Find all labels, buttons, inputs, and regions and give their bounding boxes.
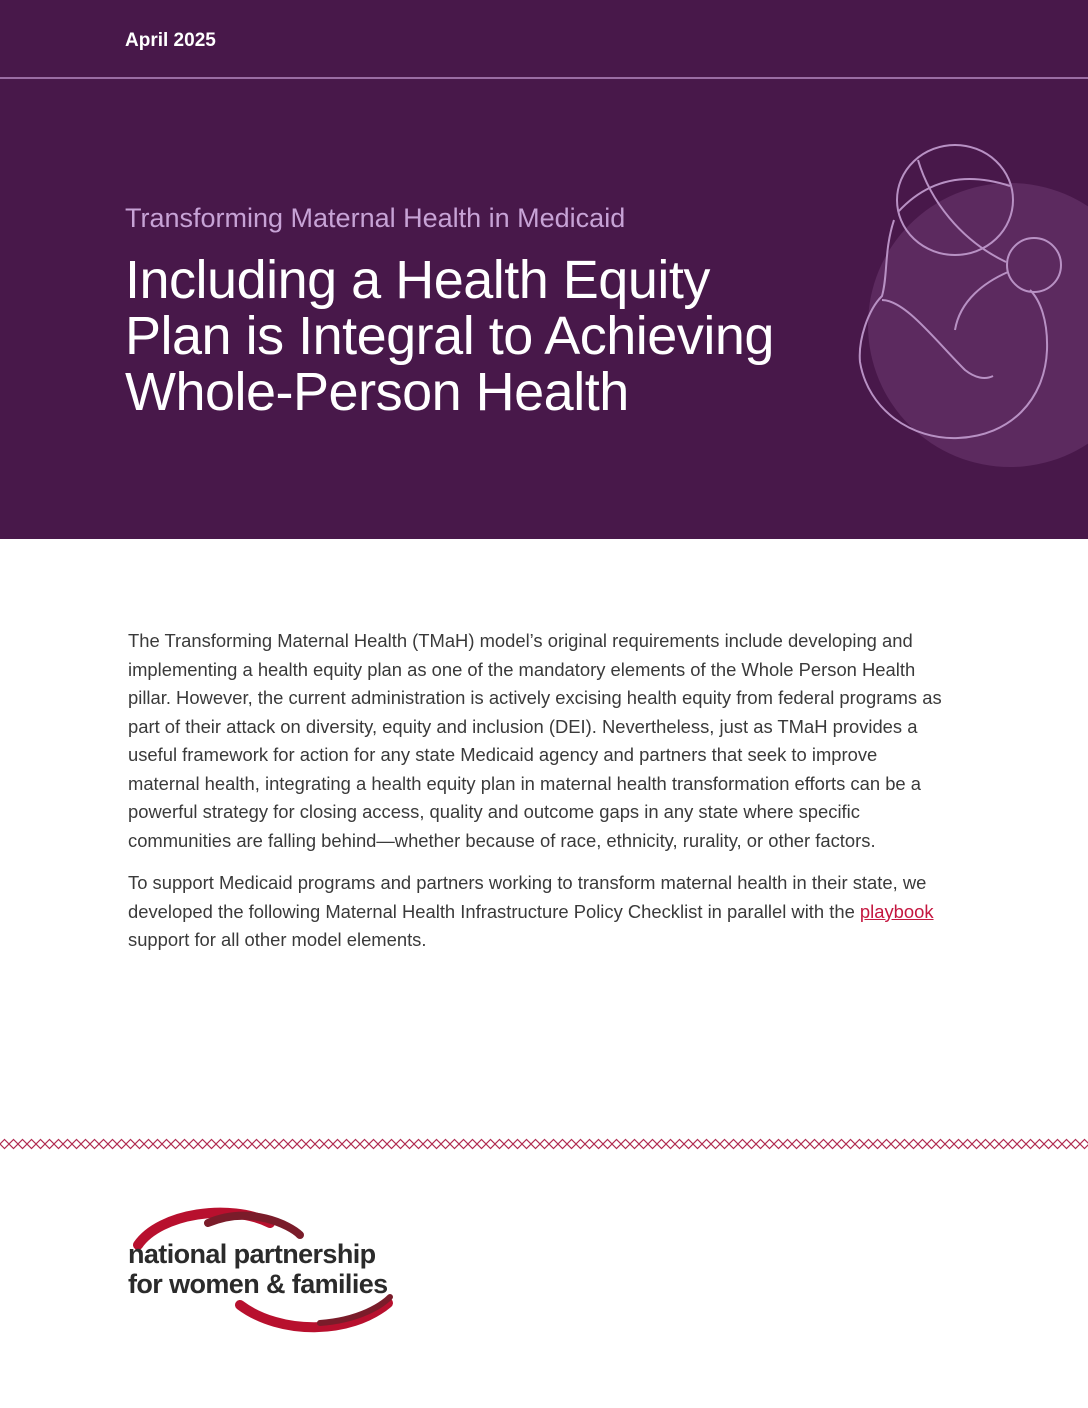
title-line-3: Whole-Person Health (125, 362, 629, 422)
page-title (125, 252, 885, 420)
mother-and-baby-icon (840, 130, 1088, 480)
intro-text (128, 627, 948, 969)
zigzag-divider (0, 1137, 1088, 1151)
paragraph-2 (128, 869, 948, 955)
hero-banner (0, 0, 1088, 539)
header-divider (0, 77, 1088, 79)
logo-line-1: national partnership (128, 1239, 376, 1269)
publication-date: April 2025 (125, 30, 216, 51)
paragraph-1: The Transforming Maternal Health (TMaH) model’s original requirements include developing and implementing a health equity plan as one of the mandatory elements of the Whole Person Health pillar. However, the current administration is actively excising health equity from federal programs as part of their attack on diversity, equity and inclusion (DEI). Nevertheless, just as TMaH provides a useful framework for action for any state Medicaid agency and partners that seek to improve maternal health, integrating a health equity plan in maternal health transformation efforts can be a powerful strategy for closing access, quality and outcome gaps in any state where specific communities are falling behind—whether because of race, ethnicity, rurality, or other factors. (128, 630, 942, 851)
playbook-link[interactable]: playbook (859, 900, 934, 922)
hero-subtitle: Transforming Maternal Health in Medicaid (125, 203, 626, 233)
title-line-1: Including a Health Equity (125, 250, 710, 310)
logo-line-2: for women & families (128, 1269, 388, 1299)
organization-logo[interactable] (120, 1205, 420, 1340)
paragraph-2-lead: To support Medicaid programs and partners working to transform maternal health in their state, we developed the following Maternal Health Infrastructure Policy Checklist in parallel with the (128, 872, 927, 922)
title-line-2: Plan is Integral to Achieving (125, 306, 774, 366)
paragraph-2-tail: support for all other model elements. (128, 929, 427, 950)
